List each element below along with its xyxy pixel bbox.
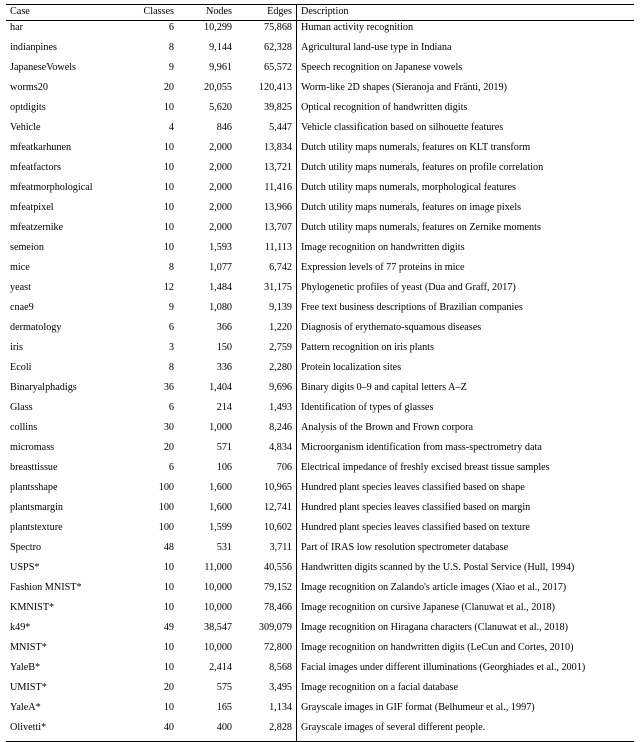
cell-nodes: 20,055	[203, 81, 232, 93]
cell-classes: 6	[168, 321, 174, 333]
cell-nodes: 106	[216, 461, 232, 473]
cell-case: collins	[10, 421, 38, 433]
table-row	[6, 321, 634, 341]
cell-classes: 48	[163, 541, 174, 553]
cell-description: Image recognition on a facial database	[297, 681, 635, 701]
cell-case: har	[10, 21, 24, 33]
cell-classes: 10	[163, 601, 174, 613]
cell-case: iris	[10, 341, 24, 353]
cell-description: Image recognition on Hiragana characters (Clanuwat et al., 2018)	[297, 621, 635, 641]
table-row	[6, 501, 634, 521]
cell-description: Dutch utility maps numerals, features on profile correlation	[297, 161, 635, 181]
cell-classes: 100	[158, 501, 174, 513]
cell-edges: 13,721	[263, 161, 292, 173]
cell-classes: 10	[163, 101, 174, 113]
cell-case: YaleB*	[10, 661, 41, 673]
table-row	[6, 641, 634, 661]
cell-classes: 100	[158, 521, 174, 533]
table-row	[6, 521, 634, 541]
column-header-case: Case	[6, 5, 122, 21]
table-row	[6, 601, 634, 621]
table-row	[6, 341, 634, 361]
table-row	[6, 241, 634, 261]
cell-edges: 62,328	[263, 41, 292, 53]
table-header-row	[6, 5, 634, 21]
cell-case: Fashion MNIST*	[10, 581, 82, 593]
cell-description: Identification of types of glasses	[297, 401, 635, 421]
cell-description: Analysis of the Brown and Frown corpora	[297, 421, 635, 441]
cell-classes: 20	[163, 81, 174, 93]
cell-edges: 3,495	[269, 681, 292, 693]
cell-classes: 40	[122, 721, 178, 742]
cell-classes: 12	[163, 281, 174, 293]
table-row	[6, 41, 634, 61]
cell-edges: 12,741	[263, 501, 292, 513]
cell-edges: 75,868	[263, 21, 292, 33]
cell-classes: 4	[168, 121, 174, 133]
cell-case: micromass	[10, 441, 55, 453]
table-body	[6, 20, 634, 741]
cell-description: Dutch utility maps numerals, features on Zernike moments	[297, 221, 635, 241]
cell-edges: 2,280	[269, 361, 292, 373]
cell-case: KMNIST*	[10, 601, 55, 613]
cell-classes: 20	[163, 441, 174, 453]
cell-case: mfeatzernike	[10, 221, 64, 233]
cell-description: Speech recognition on Japanese vowels	[297, 61, 635, 81]
cell-nodes: 10,299	[203, 21, 232, 33]
table-row	[6, 481, 634, 501]
cell-description: Dutch utility maps numerals, features on image pixels	[297, 201, 635, 221]
cell-description: Dutch utility maps numerals, morphological features	[297, 181, 635, 201]
cell-edges: 8,246	[269, 421, 292, 433]
table-row	[6, 541, 634, 561]
table-row	[6, 261, 634, 281]
cell-nodes: 38,547	[203, 621, 232, 633]
cell-nodes: 165	[216, 701, 232, 713]
cell-classes: 10	[163, 201, 174, 213]
table-row	[6, 101, 634, 121]
cell-case: plantsshape	[10, 481, 58, 493]
cell-nodes: 571	[216, 441, 232, 453]
cell-case: mice	[10, 261, 30, 273]
cell-description: Binary digits 0–9 and capital letters A–Z	[297, 381, 635, 401]
cell-description: Hundred plant species leaves classified based on margin	[297, 501, 635, 521]
cell-classes: 20	[163, 681, 174, 693]
cell-nodes: 9,961	[209, 61, 232, 73]
cell-case: YaleA*	[10, 701, 41, 713]
cell-nodes: 2,000	[209, 161, 232, 173]
cell-edges: 10,602	[263, 521, 292, 533]
cell-case: USPS*	[10, 561, 40, 573]
cell-description: Grayscale images of several different people.	[297, 721, 635, 742]
column-header-edges: Edges	[236, 5, 297, 21]
table-row	[6, 561, 634, 581]
cell-case: mfeatfactors	[10, 161, 61, 173]
cell-nodes: 150	[216, 341, 232, 353]
cell-case: k49*	[10, 621, 31, 633]
cell-edges: 11,416	[264, 181, 292, 193]
cell-edges: 6,742	[269, 261, 292, 273]
cell-classes: 6	[168, 21, 174, 33]
cell-description: Image recognition on Zalando's article images (Xiao et al., 2017)	[297, 581, 635, 601]
cell-description: Phylogenetic profiles of yeast (Dua and Graff, 2017)	[297, 281, 635, 301]
cell-edges: 309,079	[258, 621, 292, 633]
cell-edges: 78,466	[263, 601, 292, 613]
table-row	[6, 361, 634, 381]
table-row	[6, 81, 634, 101]
cell-classes: 9	[168, 61, 174, 73]
cell-description: Worm-like 2D shapes (Sieranoja and Fränti, 2019)	[297, 81, 635, 101]
table-row	[6, 161, 634, 181]
table-row	[6, 301, 634, 321]
table-row	[6, 441, 634, 461]
cell-nodes: 366	[216, 321, 232, 333]
cell-case: plantstexture	[10, 521, 63, 533]
cell-description: Hundred plant species leaves classified based on texture	[297, 521, 635, 541]
table-row	[6, 401, 634, 421]
cell-nodes: 1,000	[209, 421, 232, 433]
cell-nodes: 400	[178, 721, 236, 742]
cell-nodes: 1,600	[209, 481, 232, 493]
cell-nodes: 575	[216, 681, 232, 693]
cell-nodes: 1,599	[209, 521, 232, 533]
table-row	[6, 121, 634, 141]
cell-classes: 8	[168, 361, 174, 373]
cell-nodes: 2,000	[209, 141, 232, 153]
cell-nodes: 10,000	[203, 601, 232, 613]
cell-edges: 4,834	[269, 441, 292, 453]
cell-description: Dutch utility maps numerals, features on KLT transform	[297, 141, 635, 161]
cell-case: dermatology	[10, 321, 62, 333]
cell-nodes: 10,000	[203, 581, 232, 593]
cell-classes: 3	[168, 341, 174, 353]
cell-case: breasttissue	[10, 461, 58, 473]
cell-edges: 1,493	[269, 401, 292, 413]
cell-edges: 2,759	[269, 341, 292, 353]
cell-description: Hundred plant species leaves classified based on shape	[297, 481, 635, 501]
table-row	[6, 681, 634, 701]
cell-edges: 2,828	[236, 721, 297, 742]
cell-nodes: 214	[216, 401, 232, 413]
cell-description: Diagnosis of erythemato-squamous diseases	[297, 321, 635, 341]
table-header	[6, 5, 634, 21]
column-header-classes: Classes	[122, 5, 178, 21]
cell-description: Grayscale images in GIF format (Belhumeur et al., 1997)	[297, 701, 635, 721]
cell-description: Image recognition on cursive Japanese (Clanuwat et al., 2018)	[297, 601, 635, 621]
cell-classes: 10	[163, 141, 174, 153]
cell-edges: 9,696	[269, 381, 292, 393]
cell-nodes: 2,000	[209, 221, 232, 233]
cell-description: Image recognition on handwritten digits (LeCun and Cortes, 2010)	[297, 641, 635, 661]
cell-edges: 65,572	[263, 61, 292, 73]
cell-case: Spectro	[10, 541, 42, 553]
cell-classes: 6	[168, 461, 174, 473]
cell-nodes: 2,000	[209, 181, 232, 193]
cell-case: UMIST*	[10, 681, 47, 693]
cell-edges: 8,568	[269, 661, 292, 673]
table-row	[6, 141, 634, 161]
cell-nodes: 1,600	[209, 501, 232, 513]
cell-description: Part of IRAS low resolution spectrometer database	[297, 541, 635, 561]
cell-case: yeast	[10, 281, 31, 293]
cell-case: mfeatpixel	[10, 201, 54, 213]
cell-edges: 1,220	[269, 321, 292, 333]
cell-edges: 120,413	[258, 81, 292, 93]
cell-description: Protein localization sites	[297, 361, 635, 381]
cell-edges: 40,556	[263, 561, 292, 573]
cell-case: Vehicle	[10, 121, 41, 133]
table-row	[6, 181, 634, 201]
cell-case: cnae9	[10, 301, 34, 313]
cell-description: Expression levels of 77 proteins in mice	[297, 261, 635, 281]
cell-case: Glass	[10, 401, 33, 413]
table-row	[6, 201, 634, 221]
cell-classes: 10	[163, 701, 174, 713]
cell-case: plantsmargin	[10, 501, 64, 513]
cell-nodes: 1,404	[209, 381, 232, 393]
cell-edges: 13,834	[263, 141, 292, 153]
cell-edges: 79,152	[263, 581, 292, 593]
table-row	[6, 461, 634, 481]
cell-case: mfeatmorphological	[10, 181, 93, 193]
table-row	[6, 581, 634, 601]
cell-nodes: 1,484	[209, 281, 232, 293]
cell-case: optdigits	[10, 101, 46, 113]
cell-description: Image recognition on handwritten digits	[297, 241, 635, 261]
cell-description: Electrical impedance of freshly excised breast tissue samples	[297, 461, 635, 481]
cell-classes: 10	[163, 561, 174, 573]
cell-description: Agricultural land-use type in Indiana	[297, 41, 635, 61]
dataset-table	[6, 4, 634, 742]
cell-description: Pattern recognition on iris plants	[297, 341, 635, 361]
cell-description: Facial images under different illuminations (Georghiades et al., 2001)	[297, 661, 635, 681]
cell-edges: 3,711	[269, 541, 292, 553]
cell-nodes: 9,144	[209, 41, 232, 53]
cell-classes: 9	[168, 301, 174, 313]
cell-case: Ecoli	[10, 361, 32, 373]
cell-case: Binaryalphadigs	[10, 381, 77, 393]
cell-case: indianpines	[10, 41, 57, 53]
table-row	[6, 61, 634, 81]
cell-classes: 10	[163, 661, 174, 673]
cell-classes: 49	[163, 621, 174, 633]
cell-description: Handwritten digits scanned by the U.S. Postal Service (Hull, 1994)	[297, 561, 635, 581]
table-row	[6, 701, 634, 721]
cell-description: Free text business descriptions of Brazilian companies	[297, 301, 635, 321]
cell-case: worms20	[10, 81, 48, 93]
cell-edges: 9,139	[269, 301, 292, 313]
cell-nodes: 10,000	[203, 641, 232, 653]
cell-classes: 36	[163, 381, 174, 393]
table-row	[6, 421, 634, 441]
cell-edges: 1,134	[269, 701, 292, 713]
cell-edges: 72,800	[263, 641, 292, 653]
cell-nodes: 336	[216, 361, 232, 373]
cell-nodes: 846	[216, 121, 232, 133]
cell-case: MNIST*	[10, 641, 47, 653]
cell-description: Optical recognition of handwritten digits	[297, 101, 635, 121]
cell-edges: 39,825	[263, 101, 292, 113]
cell-nodes: 1,593	[209, 241, 232, 253]
cell-nodes: 1,080	[209, 301, 232, 313]
cell-nodes: 1,077	[209, 261, 232, 273]
cell-classes: 100	[158, 481, 174, 493]
cell-edges: 11,113	[264, 241, 292, 253]
cell-case: semeion	[10, 241, 44, 253]
cell-classes: 10	[163, 161, 174, 173]
table-row	[6, 221, 634, 241]
cell-nodes: 531	[216, 541, 232, 553]
column-header-description: Description	[297, 5, 635, 21]
cell-classes: 8	[168, 261, 174, 273]
cell-edges: 31,175	[263, 281, 292, 293]
table-row	[6, 281, 634, 301]
cell-nodes: 2,000	[209, 201, 232, 213]
cell-nodes: 2,414	[209, 661, 232, 673]
cell-case: mfeatkarhunen	[10, 141, 72, 153]
cell-classes: 10	[163, 181, 174, 193]
cell-classes: 10	[163, 581, 174, 593]
column-header-nodes: Nodes	[178, 5, 236, 21]
cell-case: Olivetti*	[6, 721, 122, 742]
table-row	[6, 621, 634, 641]
table-row	[6, 661, 634, 681]
cell-edges: 13,966	[263, 201, 292, 213]
cell-nodes: 11,000	[204, 561, 232, 573]
cell-description: Human activity recognition	[297, 20, 635, 41]
table-row	[6, 721, 634, 742]
cell-edges: 706	[276, 461, 292, 473]
cell-classes: 6	[168, 401, 174, 413]
cell-edges: 13,707	[263, 221, 292, 233]
cell-classes: 10	[163, 221, 174, 233]
cell-edges: 5,447	[269, 121, 292, 133]
cell-classes: 30	[163, 421, 174, 433]
cell-classes: 10	[163, 241, 174, 253]
cell-classes: 10	[163, 641, 174, 653]
cell-nodes: 5,620	[209, 101, 232, 113]
table-row	[6, 381, 634, 401]
table-row	[6, 20, 634, 41]
cell-description: Microorganism identification from mass-spectrometry data	[297, 441, 635, 461]
cell-case: JapaneseVowels	[10, 61, 77, 73]
cell-classes: 8	[168, 41, 174, 53]
cell-description: Vehicle classification based on silhouette features	[297, 121, 635, 141]
cell-edges: 10,965	[263, 481, 292, 493]
